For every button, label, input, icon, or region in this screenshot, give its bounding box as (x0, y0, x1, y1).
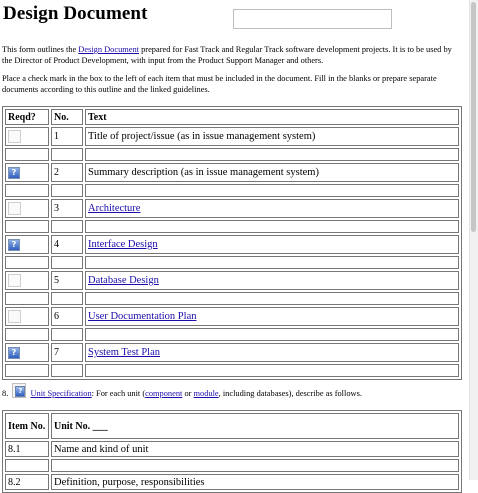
empty-checkbox-icon[interactable] (8, 310, 21, 323)
unit-specification-link[interactable]: Unit Specification (30, 389, 92, 398)
checklist-table (2, 106, 462, 380)
user-documentation-plan-link[interactable]: User Documentation Plan (88, 311, 197, 322)
scrollbar-thumb[interactable] (471, 2, 476, 232)
blank-row (5, 256, 459, 269)
table-row: 3 Architecture (5, 199, 459, 218)
vertical-scrollbar[interactable] (469, 0, 478, 480)
checklist-header (5, 109, 459, 125)
empty-checkbox-icon[interactable] (8, 130, 21, 143)
col-text: Text (85, 109, 459, 125)
table-row: 8.2 Definition, purpose, responsibilities (5, 474, 459, 490)
blank-row (5, 220, 459, 233)
help-checkbox-icon[interactable]: ? (8, 239, 20, 251)
help-checkbox-icon[interactable]: ? (12, 383, 26, 398)
unit-spec-table (2, 410, 462, 493)
table-row: 8.1 Name and kind of unit (5, 441, 459, 457)
blank-row (5, 328, 459, 341)
unit-table-header (5, 413, 459, 439)
blank-row (5, 292, 459, 305)
component-link[interactable]: component (145, 389, 183, 398)
intro-paragraph-1: This form outlines the Design Document prepared for Fast Track and Regular Track software development projects. It is to be used by the Director of Product Development, with input from the Product Support Manager and others. (2, 45, 452, 65)
blank-row (5, 148, 459, 161)
col-reqd: Reqd? (5, 109, 49, 125)
page-title: Design Document (3, 3, 148, 24)
intro-paragraph-2: Place a check mark in the box to the left of each item that must be included in the document. Fill in the blanks or prepare separate documents according to this outline and the linked guidelines. (2, 74, 437, 94)
col-no: No. (51, 109, 83, 125)
table-row: ? 7 System Test Plan (5, 343, 459, 362)
module-link[interactable]: module (193, 389, 219, 398)
design-document-link[interactable]: Design Document (78, 45, 140, 54)
table-row: ? 2 Summary description (as in issue management system) (5, 163, 459, 182)
help-checkbox-icon[interactable]: ? (8, 167, 20, 179)
col-item-no: Item No. (5, 413, 49, 439)
architecture-link[interactable]: Architecture (88, 203, 141, 214)
col-unit-no: Unit No. ___ (51, 413, 459, 439)
system-test-plan-link[interactable]: System Test Plan (88, 347, 160, 358)
section-8-line: 8. ? Unit Specification: For each unit (component or module, including databases), describe as follows. (2, 383, 362, 400)
table-row: ? 4 Interface Design (5, 235, 459, 254)
blank-row (5, 184, 459, 197)
table-row: 6 User Documentation Plan (5, 307, 459, 326)
table-row: 5 Database Design (5, 271, 459, 290)
table-row: 1 Title of project/issue (as in issue management system) (5, 127, 459, 146)
empty-checkbox-icon[interactable] (8, 202, 21, 215)
blank-row (5, 364, 459, 377)
database-design-link[interactable]: Database Design (88, 275, 159, 286)
interface-design-link[interactable]: Interface Design (88, 239, 158, 250)
empty-checkbox-icon[interactable] (8, 274, 21, 287)
blank-row (5, 459, 459, 472)
project-title-field[interactable] (233, 9, 392, 29)
help-checkbox-icon[interactable]: ? (8, 347, 20, 359)
